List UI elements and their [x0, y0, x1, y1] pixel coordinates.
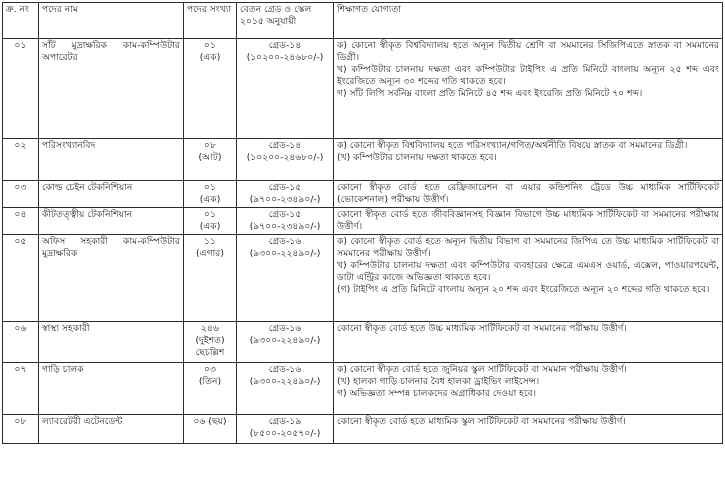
serial-cell: ০৩ — [3, 181, 39, 208]
qualification-item: গ) সাঁট লিপি সর্বনিম্ন বাংলা প্রতি মিনিটে ৪৫ শব্দ এবং ইংরেজি প্রতি মিনিটে ৭০ শব্দ। — [337, 88, 643, 99]
pay-grade: গ্রেড-১৪ — [268, 40, 302, 51]
pay-scale: (৯৭০০-২৩৪৯০/-) — [249, 194, 321, 205]
post-count-cell — [184, 39, 237, 139]
post-count: ০৮ — [204, 140, 216, 151]
post-count: ০৩ — [204, 364, 216, 375]
post-count: ১১ — [204, 236, 216, 247]
post-name-cell: স্বাস্থ্য সহকারী — [39, 322, 184, 363]
pay-scale-cell — [237, 181, 334, 208]
post-count-words: (এক) — [199, 194, 221, 205]
qualification-item: খ) কম্পিউটার চালনায় দক্ষতা এবং কম্পিউটার টাইপিং এ প্রতি মিনিটে বাংলায় অন্যূন ২৫ শব্দ এবং ইংরেজিতে অন্যূন ৩০ শব্দের গতি থাকতে হবে। — [337, 64, 719, 87]
header-qualification: শিক্ষাগত যোগ্যতা — [334, 3, 723, 39]
post-name-cell: ল্যাবরেটরী এটেনডেন্ট — [39, 415, 184, 444]
header-serial: ক্র. নং — [3, 3, 39, 39]
post-count-words: (এগার) — [196, 248, 224, 259]
pay-scale-cell — [237, 363, 334, 415]
serial-cell: ০৮ — [3, 415, 39, 444]
serial-cell: ০১ — [3, 39, 39, 139]
table-row — [3, 322, 723, 363]
post-name-cell: পরিসংখ্যানবিদ — [39, 139, 184, 181]
qualification-item: কোনো স্বীকৃত বোর্ড হতে মাধ্যমিক স্কুল সার্টিফিকেট বা সমমানের পরীক্ষায় উত্তীর্ণ। — [337, 416, 626, 427]
qualification-item: ক) কোনো স্বীকৃত বিশ্ববিদ্যালয় হতে পরিসংখ্যান/গণিত/অর্থনীতি বিষয়ে স্নাতক বা সমমানের ডিগ্রী। — [337, 140, 688, 151]
pay-grade: গ্রেড-১৬ — [268, 364, 302, 375]
pay-scale-cell — [237, 415, 334, 444]
serial-cell: ০৪ — [3, 208, 39, 235]
qualification-cell — [334, 322, 723, 363]
post-count-cell — [184, 322, 237, 363]
header-row — [3, 3, 723, 39]
qualification-cell — [334, 235, 723, 322]
qualification-cell — [334, 415, 723, 444]
serial-cell: ০৭ — [3, 363, 39, 415]
qualification-item: গ) অভিজ্ঞতা সম্পন্ন চালকদের অগ্রাধিকার দেওয়া হবে। — [337, 388, 537, 399]
pay-scale: (৮৫০০-২০৫৭০/-) — [249, 428, 321, 439]
post-count-words: (তিন) — [198, 376, 222, 387]
pay-scale: (১০২০০-২৪৬৮০/-) — [246, 52, 324, 63]
header-pay-scale: বেতন গ্রেড ও স্কেল ২০১৫ অনুযায়ী — [237, 3, 334, 39]
qualification-item: (খ) কম্পিউটার চালনায় দক্ষতা থাকতে হবে। — [337, 152, 497, 163]
header-post-count: পদের সংখ্যা — [184, 3, 237, 39]
pay-scale: (১০২০০-২৪৬৮০/-) — [246, 152, 324, 163]
pay-scale-cell — [237, 322, 334, 363]
post-count: ০১ — [204, 182, 216, 193]
post-count-words: (ছয়) — [208, 416, 227, 427]
post-name-cell: সাঁট মুদ্রাক্ষরিক কাম-কম্পিউটার অপারেটর — [39, 39, 184, 139]
post-count: ০১ — [204, 209, 216, 220]
post-name-cell: গাড়ি চালক — [39, 363, 184, 415]
table-row — [3, 39, 723, 139]
pay-scale-cell — [237, 139, 334, 181]
qualification-item: (খ) হালকা গাড়ি চালনার বৈধ হালকা ড্রাইভিং লাইসেন্স। — [337, 376, 540, 387]
serial-cell: ০৬ — [3, 322, 39, 363]
post-count-cell — [184, 139, 237, 181]
pay-scale: (৯৩০০-২২৪৯০/-) — [249, 376, 321, 387]
table-row — [3, 415, 723, 444]
pay-scale-cell — [237, 208, 334, 235]
qualification-cell — [334, 181, 723, 208]
table-row — [3, 208, 723, 235]
table-row — [3, 181, 723, 208]
post-count: ২৪৬ — [201, 323, 219, 334]
table-row — [3, 363, 723, 415]
post-count-words: (দুইশত) ছেচল্লিশ — [195, 335, 225, 358]
pay-scale: (৯৭০০-২৩৪৯০/-) — [249, 221, 321, 232]
pay-grade: গ্রেড-১৬ — [268, 236, 302, 247]
qualification-cell — [334, 208, 723, 235]
qualification-item: কোনো স্বীকৃত বোর্ড হতে উচ্চ মাধ্যমিক সার্টিফিকেট বা সমমানের পরীক্ষায় উত্তীর্ণ। — [337, 323, 627, 334]
pay-grade: গ্রেড-১৫ — [268, 209, 302, 220]
qualification-cell — [334, 363, 723, 415]
post-count-cell — [184, 181, 237, 208]
pay-scale: (৯৩০০-২২৪৯০/-) — [249, 248, 321, 259]
serial-cell: ০২ — [3, 139, 39, 181]
qualification-item: কোনো স্বীকৃত বোর্ড হতে রেফ্রিজারেশন বা এয়ার কন্ডিশনিং ট্রেডে উচ্চ মাধ্যমিক সার্টিফিকেট (ভোকেশনাল) পরীক্ষায় উত্তীর্ণ। — [337, 182, 719, 205]
pay-grade: গ্রেড-১৯ — [268, 416, 302, 427]
pay-grade: গ্রেড-১৪ — [268, 140, 302, 151]
post-name-cell: কীটতত্ত্বীয় টেকনিশিয়ান — [39, 208, 184, 235]
qualification-item: (গ) টাইপিং এ প্রতি মিনিটে বাংলায় অন্যূন ২০ শব্দ এবং ইংরেজিতে অন্যূন ২০ শব্দের গতি থাকতে হবে। — [337, 284, 710, 295]
post-count-cell — [184, 363, 237, 415]
post-count: ০৬ — [193, 416, 206, 427]
pay-scale-cell — [237, 39, 334, 139]
pay-grade: গ্রেড-১৬ — [268, 323, 302, 334]
post-count-cell — [184, 415, 237, 444]
post-count: ০১ — [204, 40, 216, 51]
pay-scale: (৯৩০০-২২৪৯০/-) — [249, 335, 321, 346]
post-count-words: (এক) — [199, 52, 221, 63]
qualification-item: ক) কোনো স্বীকৃত বোর্ড হতে জুনিয়র স্কুল সার্টিফিকেট বা সমমান পরীক্ষায় উত্তীর্ণ। — [337, 364, 627, 375]
qualification-item: কোনো স্বীকৃত বোর্ড হতে জীববিজ্ঞানসহ বিজ্ঞান বিভাগে উচ্চ মাধ্যমিক সার্টিফিকেট বা সমমানের পরীক্ষায় উত্তীর্ণ। — [337, 209, 719, 232]
header-post-name: পদের নাম — [39, 3, 184, 39]
qualification-cell — [334, 139, 723, 181]
post-count-words: (এক) — [199, 221, 221, 232]
post-count-words: (আট) — [198, 152, 222, 163]
table-row — [3, 139, 723, 181]
post-count-cell — [184, 235, 237, 322]
qualification-item: ক) কোনো স্বীকৃত বোর্ড হতে অন্যূন দ্বিতীয় বিভাগ বা সমমানের জিপিএ তে উচ্চ মাধ্যমিক সার্টিফিকেট বা সমমানের পরীক্ষায় উত্তীর্ণ। — [337, 236, 719, 259]
post-count-cell — [184, 208, 237, 235]
table-row — [3, 235, 723, 322]
recruitment-table — [2, 2, 723, 444]
post-name-cell: অফিস সহকারী কাম-কম্পিউটার মুদ্রাক্ষরিক — [39, 235, 184, 322]
pay-grade: গ্রেড-১৫ — [268, 182, 302, 193]
qualification-item: ক) কোনো স্বীকৃত বিশ্ববিদ্যালয় হতে অন্যূন দ্বিতীয় শ্রেণি বা সমমানের সিজিপিএতে স্নাতক বা সমমানের ডিগ্রী। — [337, 40, 719, 63]
serial-cell: ০৫ — [3, 235, 39, 322]
pay-scale-cell — [237, 235, 334, 322]
qualification-cell — [334, 39, 723, 139]
qualification-item: খ) কম্পিউটার চালনায় দক্ষতা এবং কম্পিউটার ব্যবহারের ক্ষেত্রে এমএস ওয়ার্ড, এক্সেল, পাওয়ারপয়েন্ট, ডাটা এন্ট্রির কাজে অভিজ্ঞতা থাকতে হবে। — [337, 260, 719, 283]
post-name-cell: কোল্ড চেইন টেকনিশিয়ান — [39, 181, 184, 208]
